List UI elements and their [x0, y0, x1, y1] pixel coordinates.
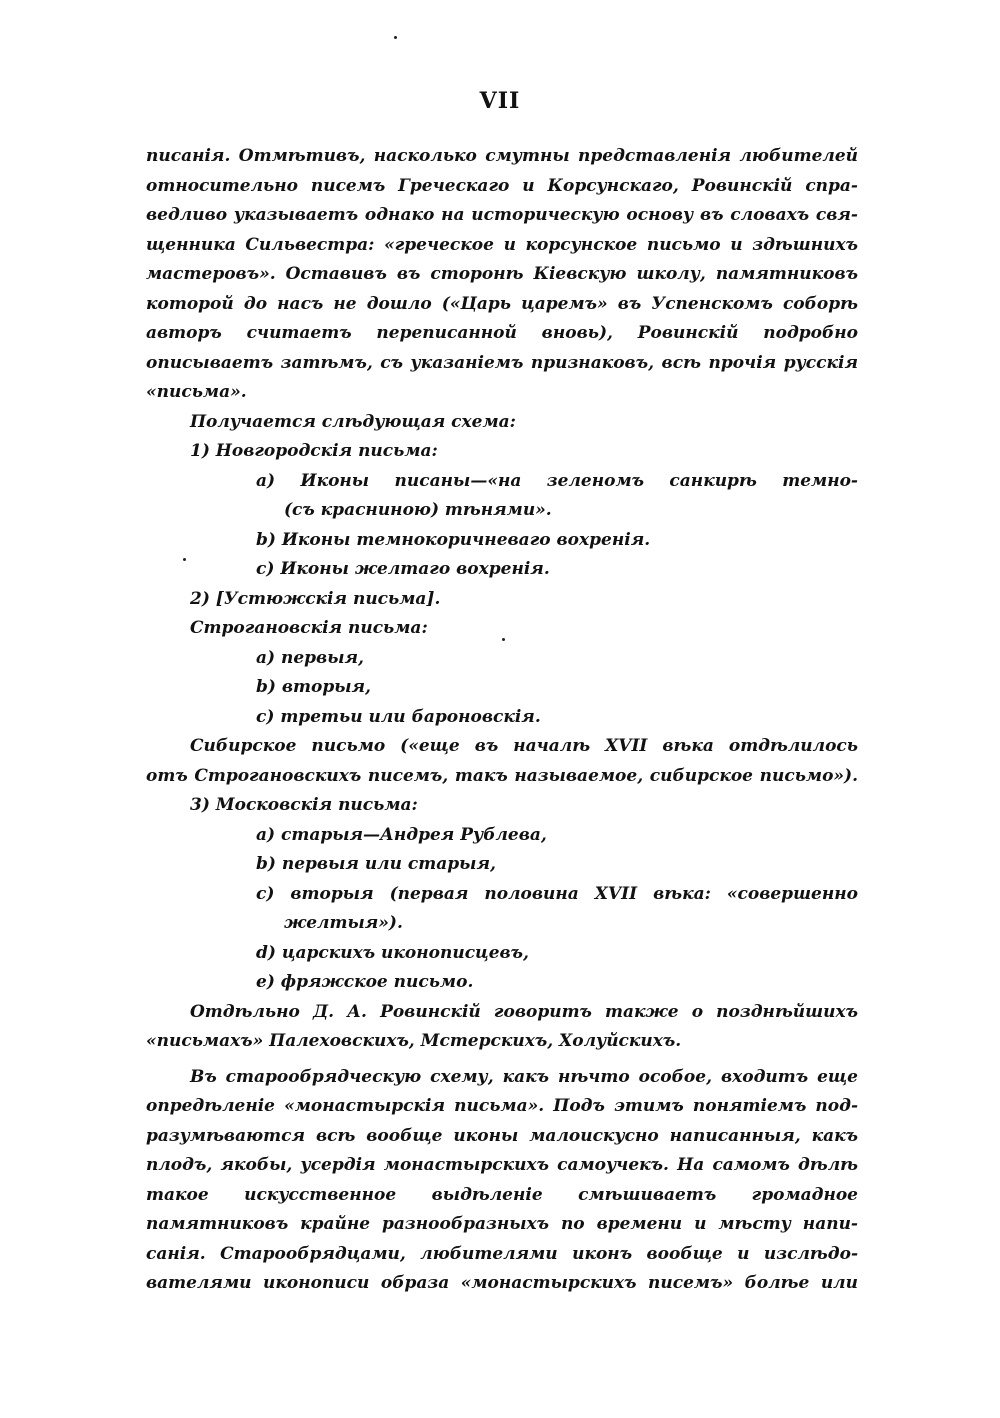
text-line: относительно писемъ Греческаго и Корсунскаго, Ровинскій спра-	[146, 175, 858, 196]
scan-speck	[394, 36, 397, 39]
scheme-heading: Получается слѣдующая схема:	[190, 411, 516, 432]
scheme-subitem: a) первыя,	[256, 647, 364, 668]
text-line: «письма».	[146, 382, 247, 402]
paragraph-start: Въ старообрядческую схему, какъ нѣчто особое, входитъ еще	[190, 1066, 858, 1087]
text-line: писанія. Отмѣтивъ, насколько смутны представленія любителей	[146, 146, 858, 166]
text-line: памятниковъ крайне разнообразныхъ по времени и мѣсту напи-	[146, 1214, 858, 1234]
text-line: санія. Старообрядцами, любителями иконъ вообще и изслѣдо-	[146, 1243, 858, 1264]
scheme-subitem: b) первыя или старыя,	[256, 854, 496, 874]
text-line: ведливо указываетъ однако на историческую основу въ словахъ свя-	[146, 205, 858, 225]
scheme-subitem: c) третьи или бароновскія.	[256, 706, 541, 727]
scheme-subitem: d) царскихъ иконописцевъ,	[256, 942, 529, 963]
scheme-item-ustyug: 2) [Устюжскія письма].	[190, 588, 441, 609]
scheme-subitem-continuation: желтыя»).	[284, 913, 403, 933]
text-line: Отдѣльно Д. А. Ровинскій говоритъ также о позднѣйшихъ	[190, 1001, 858, 1022]
scheme-subitem: a) Иконы писаны—«на зеленомъ санкирѣ темно-	[256, 470, 858, 491]
scheme-item-novgorod: 1) Новгородскія письма:	[190, 441, 438, 461]
text-line: вателями иконописи образа «монастырскихъ писемъ» болѣе или	[146, 1273, 858, 1293]
scheme-subitem: e) фряжское письмо.	[256, 972, 474, 992]
text-line: отъ Строгановскихъ писемъ, такъ называемое, сибирское письмо»).	[146, 765, 858, 786]
page-body	[146, 142, 858, 1299]
text-line: которой до насъ не дошло («Царь царемъ» въ Успенскомъ соборѣ	[146, 293, 858, 314]
scheme-subitem: c) Иконы желтаго вохренія.	[256, 559, 550, 579]
text-line: разумѣваются всѣ вообще иконы малоискусно написанныя, какъ	[146, 1125, 858, 1146]
scheme-subitem-continuation: (съ красниною) тѣнями».	[284, 500, 552, 520]
text-line: «письмахъ» Палеховскихъ, Мстерскихъ, Холуйскихъ.	[146, 1031, 682, 1051]
scan-speck	[183, 558, 186, 561]
scheme-subitem: a) старыя—Андрея Рублева,	[256, 824, 547, 845]
text-line: опредѣленіе «монастырскія письма». Подъ этимъ понятіемъ под-	[146, 1096, 858, 1116]
scheme-subitem: b) вторыя,	[256, 677, 371, 697]
scheme-item-moscow: 3) Московскія письма:	[190, 795, 418, 815]
scheme-subitem: c) вторыя (первая половина XVII вѣка: «совершенно	[256, 883, 858, 904]
text-line: плодъ, якобы, усердія монастырскихъ самоучекъ. На самомъ дѣлѣ	[146, 1155, 858, 1175]
text-line: описываетъ затѣмъ, съ указаніемъ признаковъ, всѣ прочія русскія	[146, 352, 858, 373]
text-line: щенника Сильвестра: «греческое и корсунское письмо и здѣшнихъ	[146, 234, 858, 255]
scheme-item-stroganov: Строгановскія письма:	[190, 618, 428, 638]
scheme-subitem: b) Иконы темнокоричневаго вохренія.	[256, 529, 651, 550]
scheme-item-siberian: Сибирское письмо («еще въ началѣ XVII вѣка отдѣлилось	[190, 736, 858, 756]
text-line: мастеровъ». Оставивъ въ сторонѣ Кіевскую школу, памятниковъ	[146, 264, 858, 284]
scan-speck	[502, 638, 505, 641]
page-number: VII	[479, 88, 521, 114]
text-line: авторъ считаетъ переписанной вновь), Ровинскій подробно	[146, 323, 858, 343]
text-line: такое искусственное выдѣленіе смѣшиваетъ громадное	[146, 1184, 858, 1205]
